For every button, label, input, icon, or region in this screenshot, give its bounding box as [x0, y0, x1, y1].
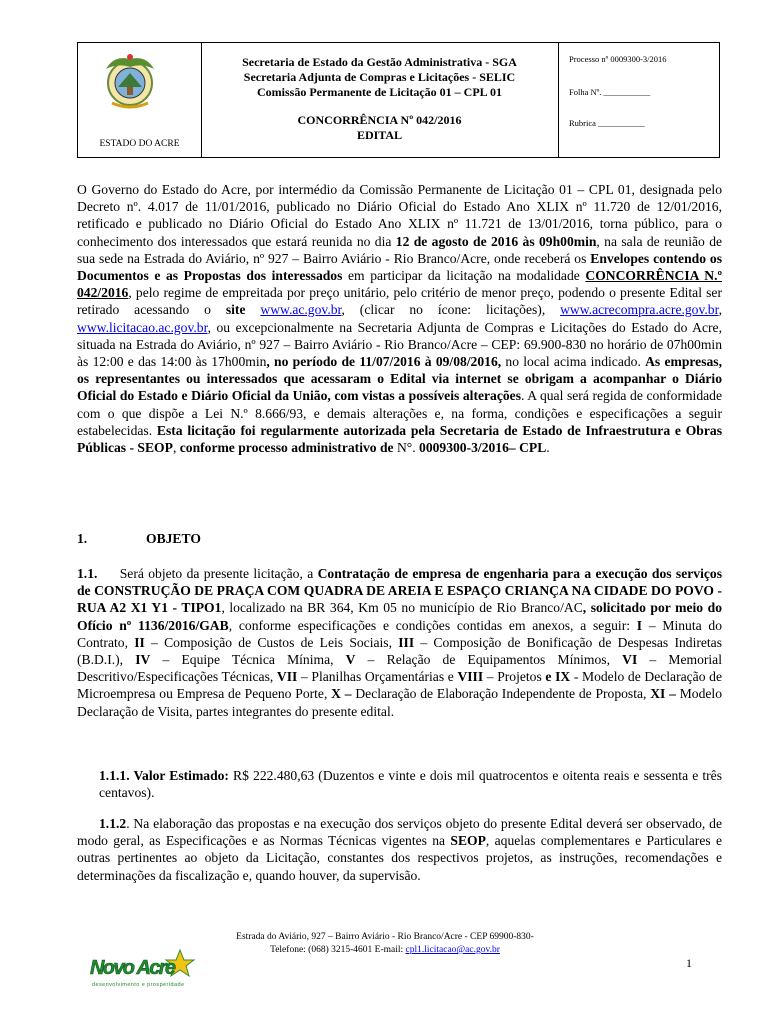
logo-text: Novo Acre [90, 957, 176, 979]
paragraph-1-1: 1.1. Será objeto da presente licitação, a Contratação de empresa de engenharia para a execução dos serviços de CONSTRUÇÃO DE PRAÇA COM QUADRA DE AREIA E ESPAÇO CRIANÇA NA CIDADE DO POVO - RUA A2 X1 Y1 - TIPO1, localizado na BR 364, Km 05 no município de Rio Branco/AC, solicitado por meio do Ofício nº 1136/2016/GAB, conforme especificações e condições contidas em anexos, a seguir: I – Minuta do Contrato, II – Composição de Custos de Leis Sociais, III – Composição de Bonificação de Despesas Indiretas (B.D.I.), IV – Equipe Técnica Mínima, V – Relação de Equipamentos Mínimos, VI – Memorial Descritivo/Especificações Técnicas, VII – Planilhas Orçamentárias e VIII – Projetos e IX - Modelo de Declaração de Microempresa ou Empresa de Pequeno Porte, X – Declaração de Elaboração Independente de Proposta, XI – Modelo Declaração de Visita, partes integrantes do presente edital. [77, 566, 723, 719]
paragraph-1-1-2: 1.1.2. Na elaboração das propostas e na execução dos serviços objeto do presente Edital deverá ser observado, de modo geral, as Especificações e as Normas Técnicas vigentes na SEOP, aquelas complementares e Particulares e outras pertinentes ao objeto da Licitação, constantes dos respectivos projetos, as instruções, recomendações e determinações da fiscalização e, quando houver, da supervisão. [77, 816, 722, 883]
state-label: ESTADO DO ACRE [99, 139, 180, 149]
header-table [77, 42, 720, 158]
header-process-cell [559, 43, 719, 157]
header-agency [201, 55, 558, 100]
page-number: 1 [686, 956, 692, 970]
novo-acre-logo-icon [88, 946, 200, 990]
header-seal-cell [78, 43, 202, 157]
comissao-line: Comissão Permanente de Licitação 01 – CPL 01 [257, 85, 502, 99]
footer-email-link[interactable]: cpl1.licitacao@ac.gov.br [405, 945, 500, 955]
paragraph-1-1-1: 1.1.1. Valor Estimado: R$ 222.480,63 (Duzentos e vinte e dois mil quatrocentos e oitenta reais e sessenta e três centavos). [99, 768, 722, 801]
section-title: OBJETO [146, 531, 201, 546]
concorrencia-line: CONCORRÊNCIA Nº 042/2016 [297, 113, 462, 127]
logo-subtext: desenvolvimento e prosperidade [92, 982, 184, 988]
link-licitacao[interactable]: www.licitacao.ac.gov.br [77, 319, 208, 335]
header-document-title [201, 113, 558, 143]
secretaria-line: Secretaria de Estado da Gestão Administrativa - SGA [242, 55, 517, 69]
footer-address: Estrada do Aviário, 927 – Bairro Aviário - Rio Branco/Acre - CEP 69900-830- [236, 932, 534, 942]
rubrica-field: Rubrica ___________ [569, 118, 645, 128]
intro-paragraph: O Governo do Estado do Acre, por intermédio da Comissão Permanente de Licitação 01 – CPL 01, designada pelo Decreto nº. 4.017 de 11/01/2016, publicado no Diário Oficial do Estado Ano XLIX nº 11.720 de 12/01/2016, retificado e publicado no Diário Oficial do Estado Ano XLIX nº 11.721 de 13/01/2016, torna público, para o conhecimento dos interessados que estará reunida no dia 12 de agosto de 2016 às 09h00min, na sala de reunião de sua sede na Estrada do Aviário, nº 927 – Bairro Aviário - Rio Branco/Acre, onde receberá os Envelopes contendo os Documentos e as Propostas dos interessados em participar da licitação na modalidade CONCORRÊNCIA N.º 042/2016, pelo regime de empreitada por preço unitário, pelo critério de menor preço, podendo o presente Edital ser retirado acessando o site www.ac.gov.br, (clicar no ícone: licitações), www.acrecompra.acre.gov.br, www.licitacao.ac.gov.br, ou excepcionalmente na Secretaria Adjunta de Compras e Licitações do Estado do Acre, situada na Estrada do Aviário, nº 927 – Bairro Aviário - Rio Branco/Acre – CEP: 69.900-830 no horário de 07h00min às 12:00 e das 14:00 às 17h00min, no período de 11/07/2016 à 09/08/2016, no local acima indicado. As empresas, os representantes ou interessados que acessaram o Edital via internet se obrigam a acompanhar o Diário Oficial do Estado e Diário Oficial da União, com vistas a possíveis alterações. A qual será regida de conformidade com o que dispõe a Lei N.º 8.666/93, e demais alterações e, na forma, condições e especificações a seguir estabelecidas. Esta licitação foi regularmente autorizada pela Secretaria de Estado de Infraestrutura e Obras Públicas - SEOP, conforme processo administrativo de N°. 0009300-3/2016– CPL. [77, 182, 723, 456]
novo-acre-logo [88, 946, 200, 995]
link-ac-gov[interactable]: www.ac.gov.br [260, 302, 342, 318]
footer-contact: Telefone: (068) 3215-4601 E-mail: cpl1.licitacao@ac.gov.br [270, 945, 500, 955]
state-seal-icon [98, 49, 162, 113]
process-number: Processo nº 0009300-3/2016 [569, 54, 667, 64]
header-title-cell [201, 43, 559, 157]
adjunta-line: Secretaria Adjunta de Compras e Licitações - SELIC [243, 70, 516, 84]
link-acrecompra[interactable]: www.acrecompra.acre.gov.br [560, 302, 719, 318]
edital-line: EDITAL [356, 128, 403, 142]
section-number: 1. [77, 531, 88, 546]
folha-field: Folha Nº. ___________ [569, 87, 651, 97]
